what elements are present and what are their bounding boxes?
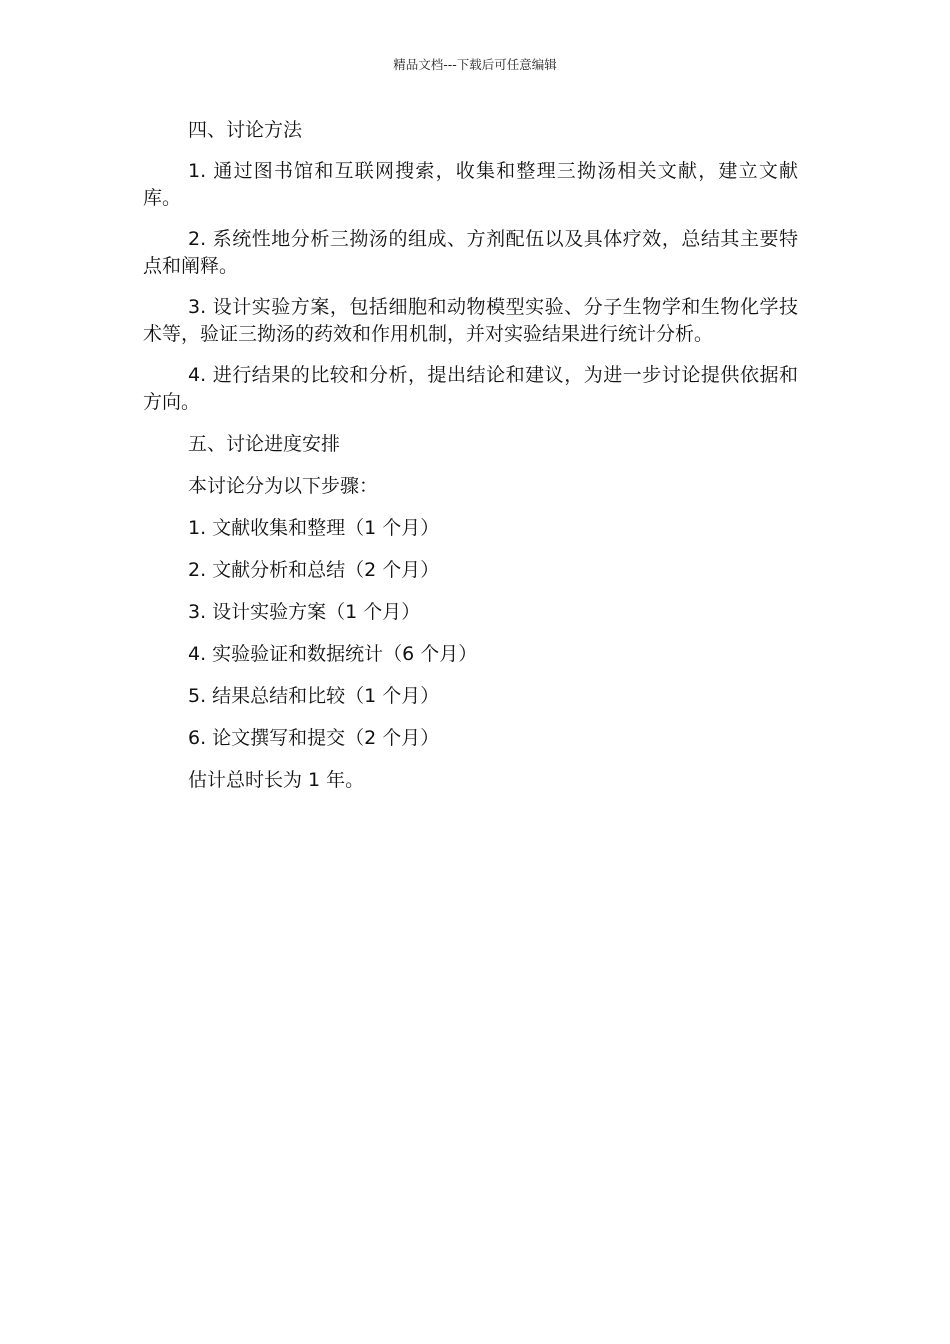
- schedule-intro: 本讨论分为以下步骤：: [188, 475, 379, 497]
- section-heading-schedule: 五、讨论进度安排: [188, 433, 341, 455]
- document-body: [143, 116, 798, 808]
- method-item-2: 2. 系统性地分析三拗汤的组成、方剂配伍以及具体疗效，总结其主要特点和阐释。: [143, 228, 798, 277]
- schedule-step-4: 4. 实验验证和数据统计（6 个月）: [188, 643, 478, 665]
- section-heading-methods: 四、讨论方法: [188, 119, 303, 141]
- method-item-1: 1. 通过图书馆和互联网搜索，收集和整理三拗汤相关文献，建立文献库。: [143, 160, 798, 209]
- method-item-4: 4. 进行结果的比较和分析，提出结论和建议，为进一步讨论提供依据和方向。: [143, 364, 798, 413]
- schedule-step-3: 3. 设计实验方案（1 个月）: [188, 601, 421, 623]
- schedule-step-1: 1. 文献收集和整理（1 个月）: [188, 517, 440, 539]
- schedule-step-5: 5. 结果总结和比较（1 个月）: [188, 685, 440, 707]
- schedule-summary: 估计总时长为 1 年。: [188, 769, 365, 791]
- schedule-step-6: 6. 论文撰写和提交（2 个月）: [188, 727, 440, 749]
- page-header: 精品文档---下载后可任意编辑: [393, 57, 557, 72]
- schedule-step-2: 2. 文献分析和总结（2 个月）: [188, 559, 440, 581]
- method-item-3: 3. 设计实验方案，包括细胞和动物模型实验、分子生物学和生物化学技术等，验证三拗汤的药效和作用机制，并对实验结果进行统计分析。: [143, 296, 798, 345]
